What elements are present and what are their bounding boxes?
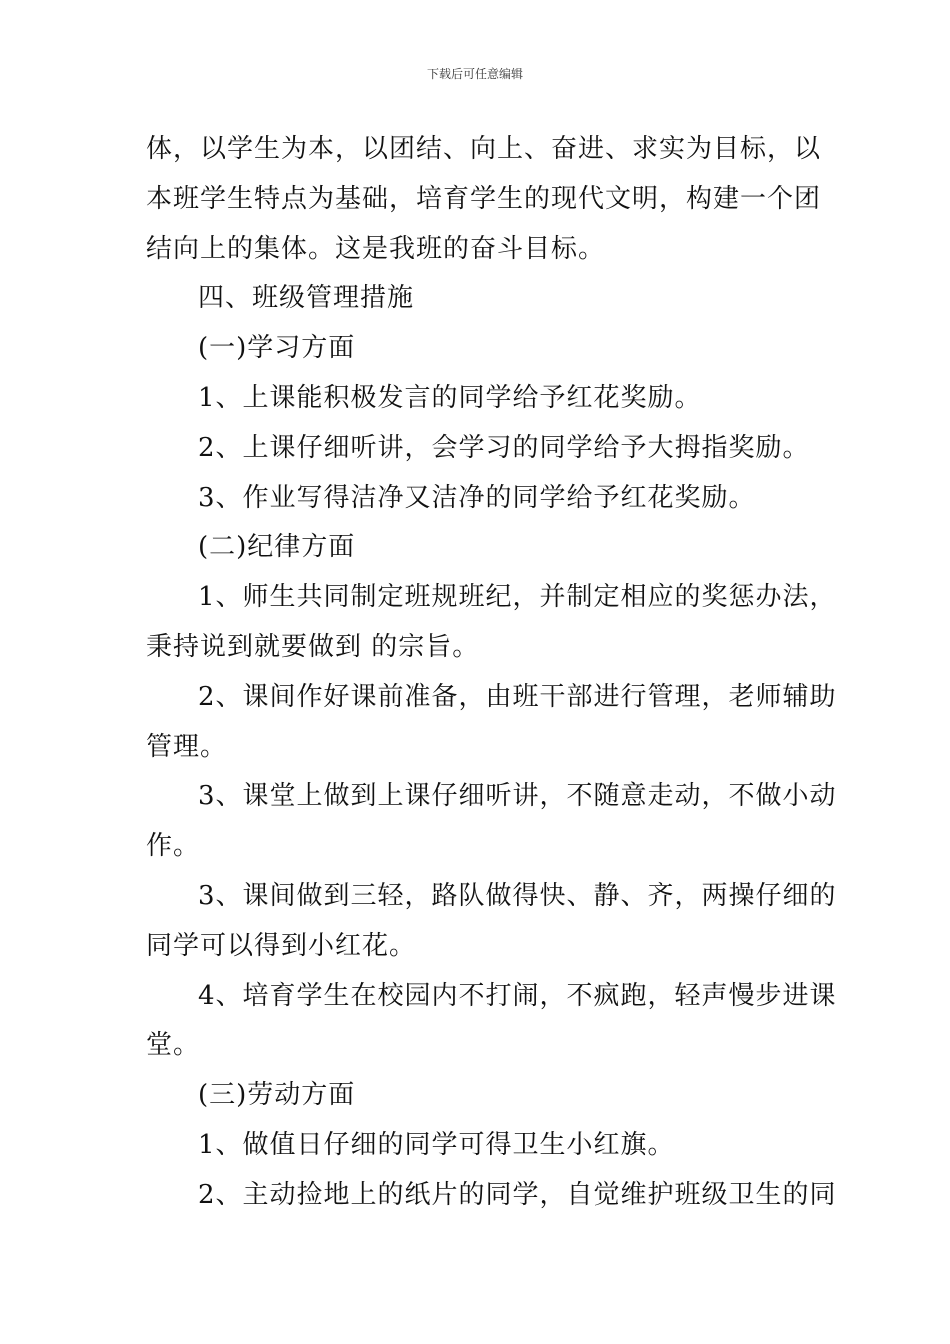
text-line: 作。: [146, 831, 201, 862]
text-line: 秉持说到就要做到 的宗旨。: [146, 631, 480, 662]
list-item: 2、课间作好课前准备，由班干部进行管理，老师辅助: [198, 681, 837, 712]
text-line: 结向上的集体。这是我班的奋斗目标。: [146, 233, 606, 264]
list-item: 1、做值日仔细的同学可得卫生小红旗。: [198, 1129, 675, 1160]
text-line: 同学可以得到小红花。: [146, 930, 417, 961]
list-item: 2、主动捡地上的纸片的同学，自觉维护班级卫生的同: [198, 1179, 837, 1210]
subsection-heading: (一)学习方面: [198, 333, 356, 364]
list-item: 4、培育学生在校园内不打闹，不疯跑，轻声慢步进课: [198, 980, 837, 1011]
document-body: [146, 125, 837, 1221]
text-line: 体，以学生为本，以团结、向上、奋进、求实为目标，以: [146, 134, 822, 164]
text-line: 本班学生特点为基础，培育学生的现代文明，构建一个团: [146, 183, 822, 214]
list-item: 1、上课能积极发言的同学给予红花奖励。: [198, 382, 702, 413]
list-item: 1、师生共同制定班规班纪，并制定相应的奖惩办法，: [198, 582, 837, 613]
subsection-heading: (三)劳动方面: [198, 1080, 356, 1111]
list-item: 3、课间做到三轻，路队做得快、静、齐，两操仔细的: [198, 880, 837, 911]
text-line: 管理。: [146, 731, 228, 762]
page-header-note: 下载后可任意编辑: [426, 67, 523, 81]
list-item: 3、课堂上做到上课仔细听讲，不随意走动，不做小动: [198, 781, 837, 812]
list-item: 3、作业写得洁净又洁净的同学给予红花奖励。: [198, 482, 756, 513]
text-line: 堂。: [146, 1030, 201, 1061]
subsection-heading: (二)纪律方面: [198, 532, 356, 563]
list-item: 2、上课仔细听讲，会学习的同学给予大拇指奖励。: [198, 432, 810, 463]
section-heading: 四、班级管理措施: [198, 283, 415, 314]
